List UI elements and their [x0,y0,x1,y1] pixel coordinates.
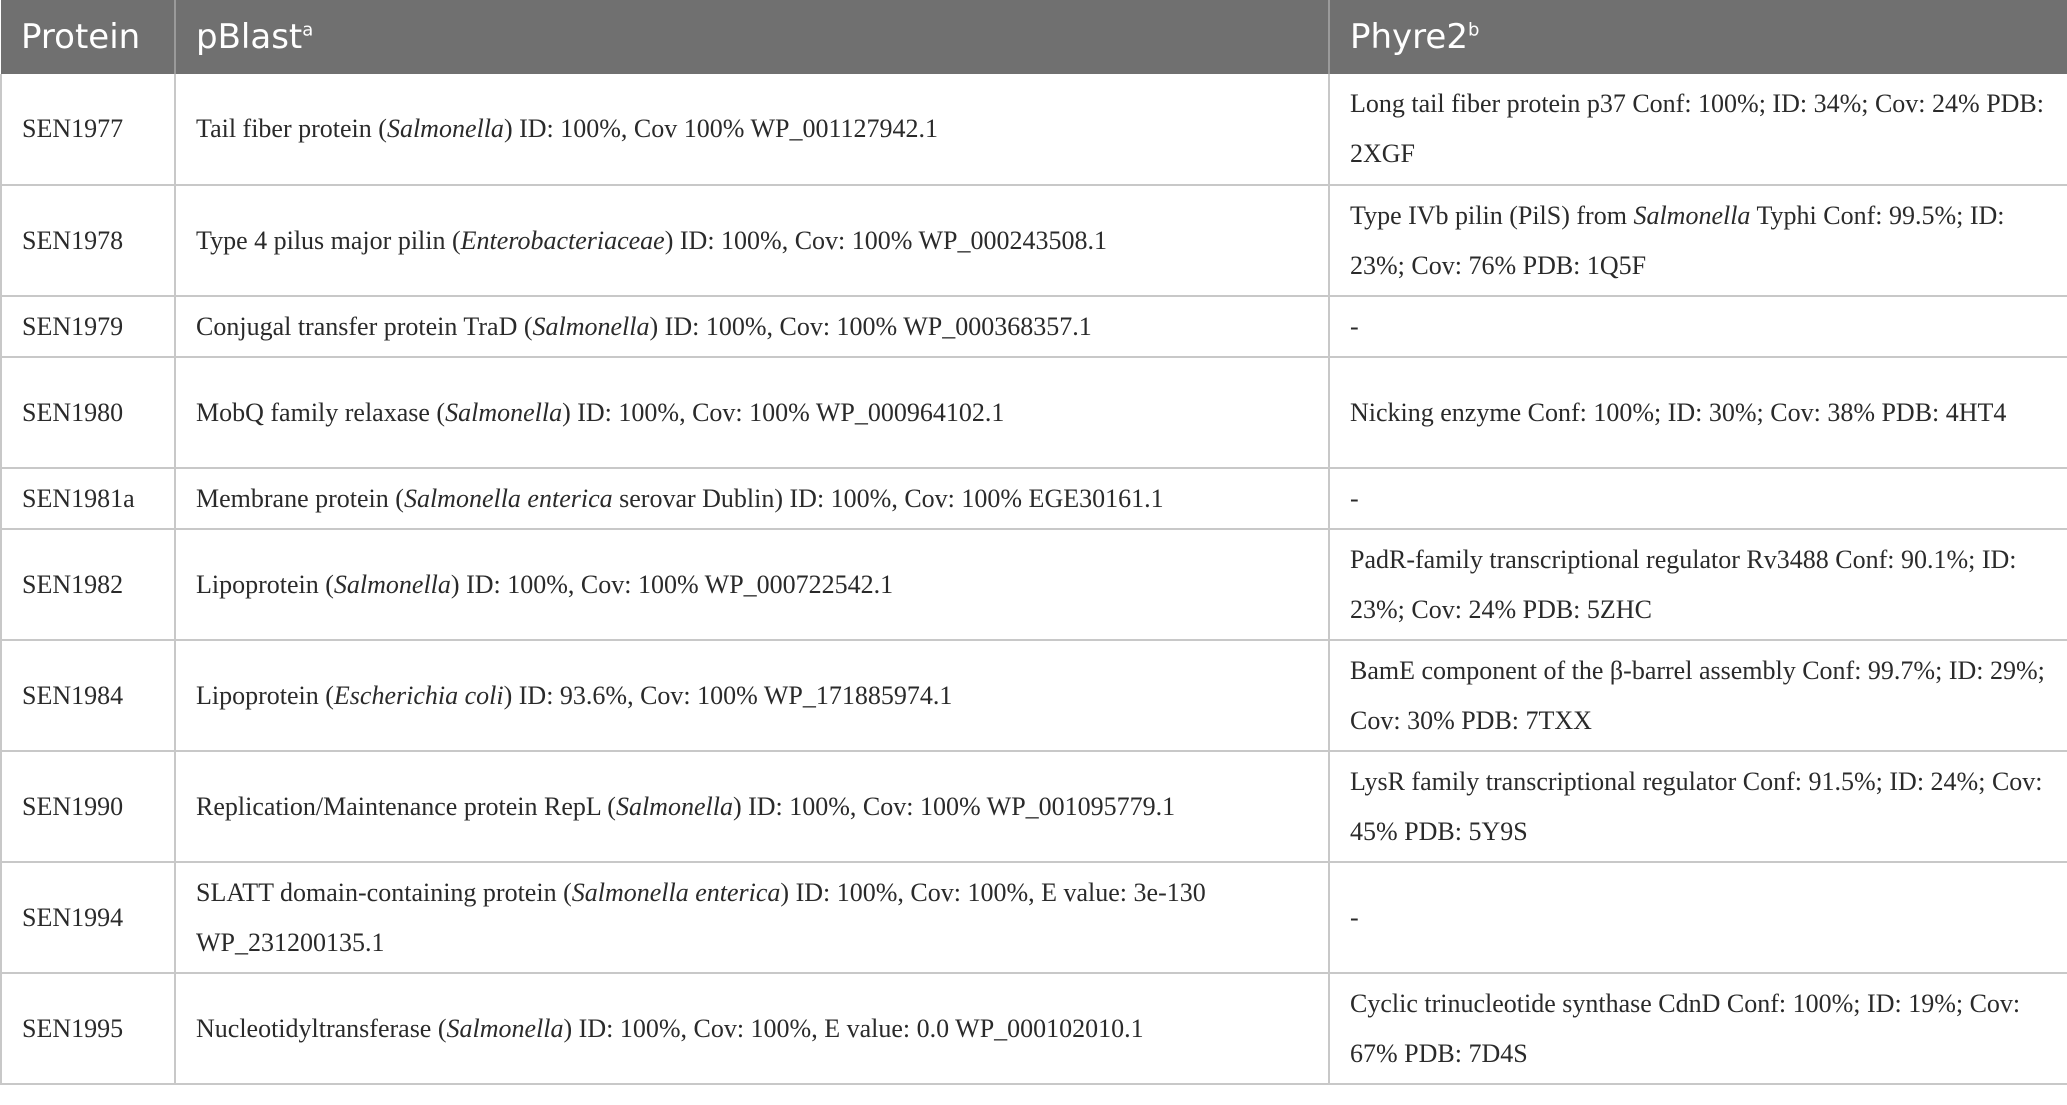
cell-phyre2 [1329,862,2067,973]
cell-text: PadR-family transcriptional regulator Rv3488 Conf: 90.1%; ID: 23%; Cov: 24% PDB: 5ZHC [1350,544,2017,624]
cell-species-italic: Salmonella [333,569,451,599]
cell-text: Conjugal transfer protein TraD ( [196,311,533,341]
cell-species-italic: Salmonella [386,114,504,143]
cell-text: Type 4 pilus major pilin ( [196,225,461,255]
cell-protein: SEN1990 [1,751,175,862]
cell-text: Lipoprotein ( [196,680,334,710]
cell-text: Membrane protein ( [196,483,404,513]
cell-species-italic: Escherichia coli [333,680,504,710]
cell-species-italic: Salmonella [532,311,650,341]
cell-pblast [175,357,1329,468]
cell-pblast [175,751,1329,862]
cell-text: - [1350,311,1359,341]
cell-text: Nucleotidyltransferase ( [196,1013,447,1043]
table-body [1,74,2067,1084]
cell-phyre2 [1329,185,2067,296]
cell-text: ) ID: 100%, Cov: 100%, E value: 3e-130 WP_231200135.1 [196,877,1206,957]
cell-pblast [175,973,1329,1084]
table-row [1,357,2067,468]
table-row [1,529,2067,640]
cell-text: ) ID: 100%, Cov: 100% WP_000722542.1 [450,569,894,599]
cell-pblast [175,185,1329,296]
table-row [1,296,2067,357]
cell-species-italic: Salmonella [615,791,733,821]
cell-text: ) ID: 100%, Cov: 100% WP_001095779.1 [732,791,1176,821]
cell-text: ) ID: 93.6%, Cov: 100% WP_171885974.1 [503,680,953,710]
header-protein [1,0,175,74]
table-row [1,973,2067,1084]
cell-text: MobQ family relaxase ( [196,397,446,427]
cell-text: - [1350,902,1359,932]
header-phyre2-label: Phyre2 [1350,17,1468,57]
cell-protein: SEN1979 [1,296,175,357]
cell-text: ) ID: 100%, Cov: 100% WP_000368357.1 [649,311,1092,341]
cell-species-italic: Salmonella enterica [571,877,781,907]
cell-pblast [175,529,1329,640]
header-pblast-footnote-mark: a [302,19,314,41]
cell-protein: SEN1980 [1,357,175,468]
cell-text: - [1350,483,1359,513]
table-row [1,862,2067,973]
cell-species-italic: Salmonella [446,1013,564,1043]
cell-phyre2 [1329,973,2067,1084]
cell-protein: SEN1994 [1,862,175,973]
table-row [1,751,2067,862]
cell-species-italic: Salmonella [445,397,563,427]
cell-text: Long tail fiber protein p37 Conf: 100%; ID: 34%; Cov: 24% PDB: 2XGF [1350,89,2044,168]
table-row [1,468,2067,529]
cell-text: Type IVb pilin (PilS) from [1350,200,1634,230]
cell-phyre2 [1329,357,2067,468]
table-header [1,0,2067,74]
header-phyre2 [1329,0,2067,74]
cell-phyre2 [1329,468,2067,529]
table-row [1,74,2067,185]
cell-text: SLATT domain-containing protein ( [196,877,572,907]
cell-pblast [175,640,1329,751]
table-row [1,185,2067,296]
cell-protein: SEN1995 [1,973,175,1084]
cell-protein: SEN1977 [1,74,175,185]
cell-species-italic: Salmonella [1633,200,1751,230]
cell-text: ) ID: 100%, Cov: 100% WP_000243508.1 [664,225,1107,255]
cell-protein: SEN1982 [1,529,175,640]
cell-phyre2 [1329,296,2067,357]
cell-text: ) ID: 100%, Cov: 100%, E value: 0.0 WP_000102010.1 [563,1013,1144,1043]
cell-text: Cyclic trinucleotide synthase CdnD Conf: 100%; ID: 19%; Cov: 67% PDB: 7D4S [1350,988,2021,1068]
cell-protein: SEN1984 [1,640,175,751]
cell-text: ) ID: 100%, Cov 100% WP_001127942.1 [503,114,938,143]
cell-text: Typhi Conf: 99.5%; ID: 23%; Cov: 76% PDB: 1Q5F [1350,200,2005,280]
header-protein-label: Protein [21,17,141,57]
header-pblast [175,0,1329,74]
cell-text: Replication/Maintenance protein RepL ( [196,791,616,821]
cell-text: LysR family transcriptional regulator Conf: 91.5%; ID: 24%; Cov: 45% PDB: 5Y9S [1350,766,2043,846]
header-pblast-label: pBlast [196,17,303,57]
cell-protein: SEN1978 [1,185,175,296]
cell-text: Tail fiber protein ( [196,114,387,143]
cell-text: Nicking enzyme Conf: 100%; ID: 30%; Cov: 38% PDB: 4HT4 [1350,397,2007,427]
cell-pblast [175,468,1329,529]
cell-phyre2 [1329,529,2067,640]
cell-phyre2 [1329,640,2067,751]
cell-protein: SEN1981a [1,468,175,529]
cell-phyre2 [1329,751,2067,862]
cell-pblast [175,74,1329,185]
cell-species-italic: Enterobacteriaceae [460,225,665,255]
cell-text: BamE component of the β-barrel assembly Conf: 99.7%; ID: 29%; Cov: 30% PDB: 7TXX [1350,655,2045,735]
table-row [1,640,2067,751]
cell-species-italic: Salmonella enterica [403,483,613,513]
cell-pblast [175,296,1329,357]
cell-pblast [175,862,1329,973]
header-phyre2-footnote-mark: b [1467,19,1480,41]
header-row [1,0,2067,74]
cell-text: serovar Dublin) ID: 100%, Cov: 100% EGE30161.1 [612,483,1164,513]
cell-phyre2 [1329,74,2067,185]
cell-text: ) ID: 100%, Cov: 100% WP_000964102.1 [562,397,1005,427]
cell-text: Lipoprotein ( [196,569,334,599]
